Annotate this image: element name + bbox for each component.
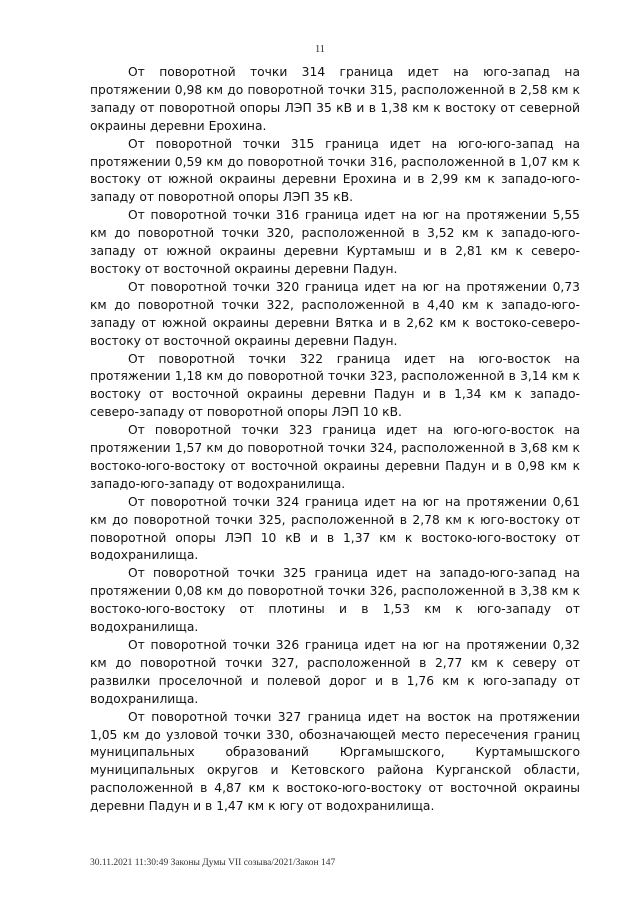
document-body (90, 64, 580, 816)
paragraph: От поворотной точки 322 граница идет на юго-восток на протяжении 1,18 км до поворотной точки 323, расположенной в 3,14 км к востоку от восточной окраины деревни Падун и в 1,34 км к западо-северо-западу от поворотной опоры ЛЭП 10 кВ. (90, 351, 580, 420)
document-footer: 30.11.2021 11:30:49 Законы Думы VII созыва/2021/Закон 147 (90, 858, 336, 868)
page-number: 11 (315, 44, 325, 55)
paragraph: От поворотной точки 325 граница идет на западо-юго-запад на протяжении 0,08 км до поворотной точки 326, расположенной в 3,38 км к востоко-юго-востоку от плотины и в 1,53 км к юго-западу от водохранилища. (90, 566, 580, 635)
paragraph: От поворотной точки 320 граница идет на юг на протяжении 0,73 км до поворотной точки 322, расположенной в 4,40 км к западо-юго-западу от южной окраины деревни Вятка и в 2,62 км к востоко-северо-востоку от восточной окраины деревни Падун. (90, 279, 580, 348)
paragraph: От поворотной точки 324 граница идет на юг на протяжении 0,61 км до поворотной точки 325, расположенной в 2,78 км к юго-востоку от поворотной опоры ЛЭП 10 кВ и в 1,37 км к востоко-юго-востоку от водохранилища. (90, 494, 580, 563)
paragraph: От поворотной точки 323 граница идет на юго-юго-восток на протяжении 1,57 км до поворотной точки 324, расположенной в 3,68 км к востоко-юго-востоку от восточной окраины деревни Падун и в 0,98 км к западо-юго-западу от водохранилища. (90, 423, 580, 491)
paragraph: От поворотной точки 326 граница идет на юг на протяжении 0,32 км до поворотной точки 327, расположенной в 2,77 км к северу от развилки проселочной и полевой дорог и в 1,76 км к юго-западу от водохранилища. (90, 638, 580, 706)
paragraph: От поворотной точки 316 граница идет на юг на протяжении 5,55 км до поворотной точки 320, расположенной в 3,52 км к западо-юго-западу от южной окраины деревни Куртамыш и в 2,81 км к северо-востоку от восточной окраины деревни Падун. (90, 208, 580, 276)
paragraph: От поворотной точки 327 граница идет на восток на протяжении 1,05 км до узловой точки 330, обозначающей место пересечения границ муниципальных образований Юргамышского, Куртамышского муниципальных округов и Кетовского района Курганской области, расположенной в 4,87 км к востоко-юго-востоку от восточной окраины деревни Падун и в 1,47 км к югу от водохранилища. (90, 709, 580, 814)
paragraph: От поворотной точки 314 граница идет на юго-запад на протяжении 0,98 км до поворотной точки 315, расположенной в 2,58 км к западу от поворотной опоры ЛЭП 35 кВ и в 1,38 км к востоку от северной окраины деревни Ерохина. (90, 65, 580, 133)
paragraph: От поворотной точки 315 граница идет на юго-юго-запад на протяжении 0,59 км до поворотной точки 316, расположенной в 1,07 км к востоку от южной окраины деревни Ерохина и в 2,99 км к западо-юго-западу от поворотной опоры ЛЭП 35 кВ. (90, 136, 580, 205)
